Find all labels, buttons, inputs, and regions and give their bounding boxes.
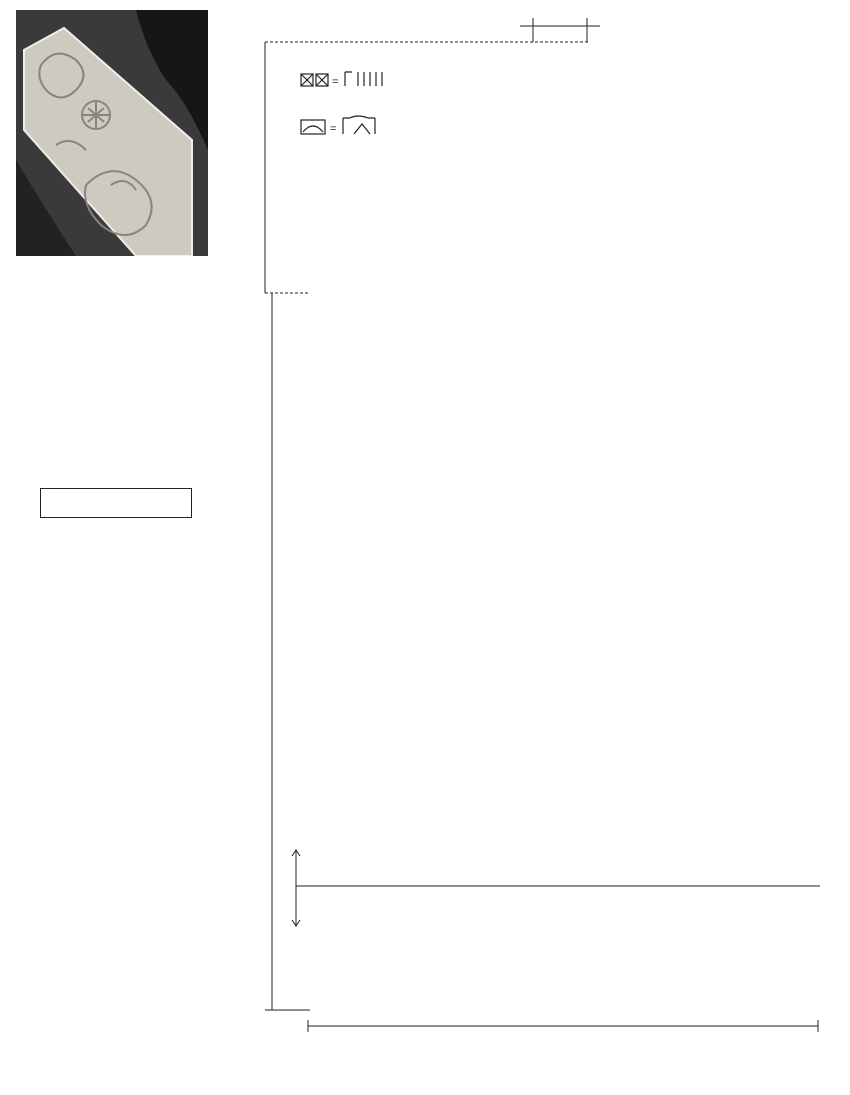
stitch-legend — [301, 72, 382, 135]
svg-text:=: = — [332, 76, 339, 88]
dimension-lines — [265, 18, 820, 1032]
svg-text:=: = — [330, 123, 337, 135]
